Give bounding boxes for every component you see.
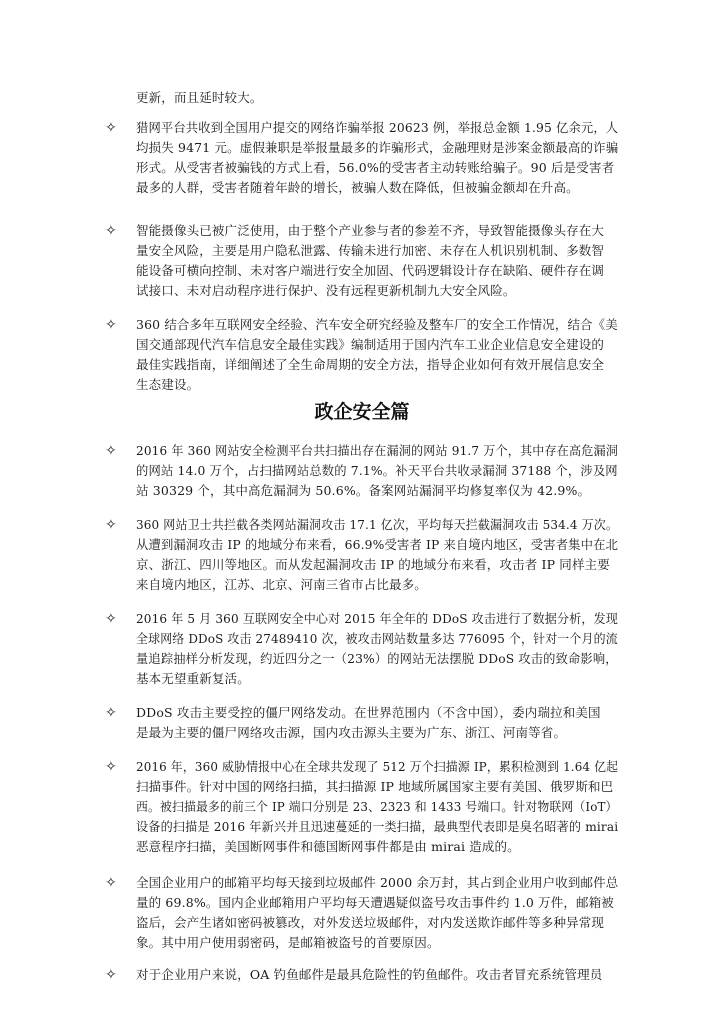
text-line: 西。被扫描最多的前三个 IP 端口分别是 23、2323 和 1433 号端口。针对物联网（IoT）: [136, 799, 618, 814]
text-line: 是最为主要的僵尸网络攻击源，国内攻击源头主要为广东、浙江、河南等省。: [136, 725, 567, 740]
text-line: 能设备可横向控制、未对客户端进行安全加固、代码逻辑设计存在缺陷、硬件存在调: [136, 263, 605, 278]
text-line: 设备的扫描是 2016 年新兴并且迅速蔓延的一类扫描，最典型代表即是臭名昭著的 mirai: [136, 819, 619, 834]
text-line: 2016 年 360 网站安全检测平台共扫描出存在漏洞的网站 91.7 万个，其中存在高危漏洞: [136, 443, 618, 458]
text-line: 恶意程序扫描，美国断网事件和德国断网事件都是由 mirai 造成的。: [136, 839, 520, 854]
text-line: 试接口、未对启动程序进行保护、没有远程更新机制九大安全风险。: [136, 283, 516, 298]
text-line: DDoS 攻击主要受控的僵尸网络发动。在世界范围内（不含中国），委内瑞拉和美国: [136, 705, 601, 720]
text-line: 量安全风险，主要是用户隐私泄露、传输未进行加密、未存在人机识别机制、多数智: [136, 243, 605, 258]
text-line: 盗后，会产生诸如密码被篡改，对外发送垃圾邮件，对内发送欺诈邮件等多种异常现: [136, 915, 605, 930]
text-line: 均损失 9471 元。虚假兼职是举报量最多的诈骗形式，金融理财是涉案金额最高的诈骗: [136, 140, 619, 155]
diamond-bullet-icon: ✧: [105, 611, 117, 627]
diamond-bullet-icon: ✧: [105, 517, 117, 533]
text-line: 国交通部现代汽车信息安全最佳实践》编制适用于国内汽车工业企业信息安全建设的: [136, 337, 605, 352]
text-line: 基本无望重新复活。: [136, 671, 250, 686]
text-line: 最多的人群，受害者随着年龄的增长，被骗人数在降低，但被骗金额却在升高。: [136, 180, 579, 195]
diamond-bullet-icon: ✧: [105, 223, 117, 239]
text-line: 对于企业用户来说，OA 钓鱼邮件是最具危险性的钓鱼邮件。攻击者冒充系统管理员: [136, 967, 603, 982]
text-line: 生态建设。: [136, 377, 200, 392]
text-line: 360 结合多年互联网安全经验、汽车安全研究经验及整车厂的安全工作情况，结合《美: [136, 317, 618, 332]
text-line: 智能摄像头已被广泛使用，由于整个产业参与者的参差不齐，导致智能摄像头存在大: [136, 223, 605, 238]
text-line: 2016 年 5 月 360 互联网安全中心对 2015 年全年的 DDoS 攻击进行了数据分析，发现: [136, 611, 618, 626]
text-line: 2016 年，360 威胁情报中心在全球共发现了 512 万个扫描源 IP，累积检测到 1.64 亿起: [136, 759, 619, 774]
text-line: 360 网站卫士共拦截各类网站漏洞攻击 17.1 亿次，平均每天拦截漏洞攻击 534.4 万次。: [136, 517, 619, 532]
text-line: 象。其中用户使用弱密码，是邮箱被盗号的首要原因。: [136, 935, 440, 950]
diamond-bullet-icon: ✧: [105, 317, 117, 333]
text-line: 站 30329 个，其中高危漏洞为 50.6%。备案网站漏洞平均修复率仅为 42.9%。: [136, 483, 591, 498]
text-line: 全国企业用户的邮箱平均每天接到垃圾邮件 2000 余万封，其占到企业用户收到邮件总: [136, 875, 619, 890]
text-line: 扫描事件。针对中国的网络扫描，其扫描源 IP 地域所属国家主要有美国、俄罗斯和巴: [136, 779, 614, 794]
text-line: 来自境内地区，江苏、北京、河南三省市占比最多。: [136, 577, 427, 592]
text-line: 量的 69.8%。国内企业邮箱用户平均每天遭遇疑似盗号攻击事件约 1.0 万件，邮箱被: [136, 895, 614, 910]
text-line: 全球网络 DDoS 攻击 27489410 次，被攻击网站数量多达 776095 个，针对一个月的流: [136, 631, 618, 646]
diamond-bullet-icon: ✧: [105, 443, 117, 459]
text-line: 量追踪抽样分析发现，约近四分之一（23%）的网站无法摆脱 DDoS 攻击的致命影响，: [136, 651, 618, 666]
text-line: 的网站 14.0 万个，占扫描网站总数的 7.1%。补天平台共收录漏洞 37188 个，涉及网: [136, 463, 618, 478]
text-line: 形式。从受害者被骗钱的方式上看，56.0%的受害者主动转账给骗子。90 后是受害者: [136, 160, 615, 175]
text-line: 更新，而且延时较大。: [136, 90, 263, 105]
diamond-bullet-icon: ✧: [105, 875, 117, 891]
text-line: 京、浙江、四川等地区。而从发起漏洞攻击 IP 的地域分布来看，攻击者 IP 同样主要: [136, 557, 610, 572]
text-line: 猎网平台共收到全国用户提交的网络诈骗举报 20623 例，举报总金额 1.95 亿余元，人: [136, 120, 619, 135]
text-line: 从遭到漏洞攻击 IP 的地域分布来看，66.9%受害者 IP 来自境内地区，受害者集中在北: [136, 537, 619, 552]
diamond-bullet-icon: ✧: [105, 759, 117, 775]
text-line: 最佳实践指南，详细阐述了全生命周期的安全方法，指导企业如何有效开展信息安全: [136, 357, 605, 372]
section-heading: 政企安全篇: [314, 401, 410, 423]
diamond-bullet-icon: ✧: [105, 967, 117, 983]
diamond-bullet-icon: ✧: [105, 705, 117, 721]
diamond-bullet-icon: ✧: [105, 120, 117, 136]
